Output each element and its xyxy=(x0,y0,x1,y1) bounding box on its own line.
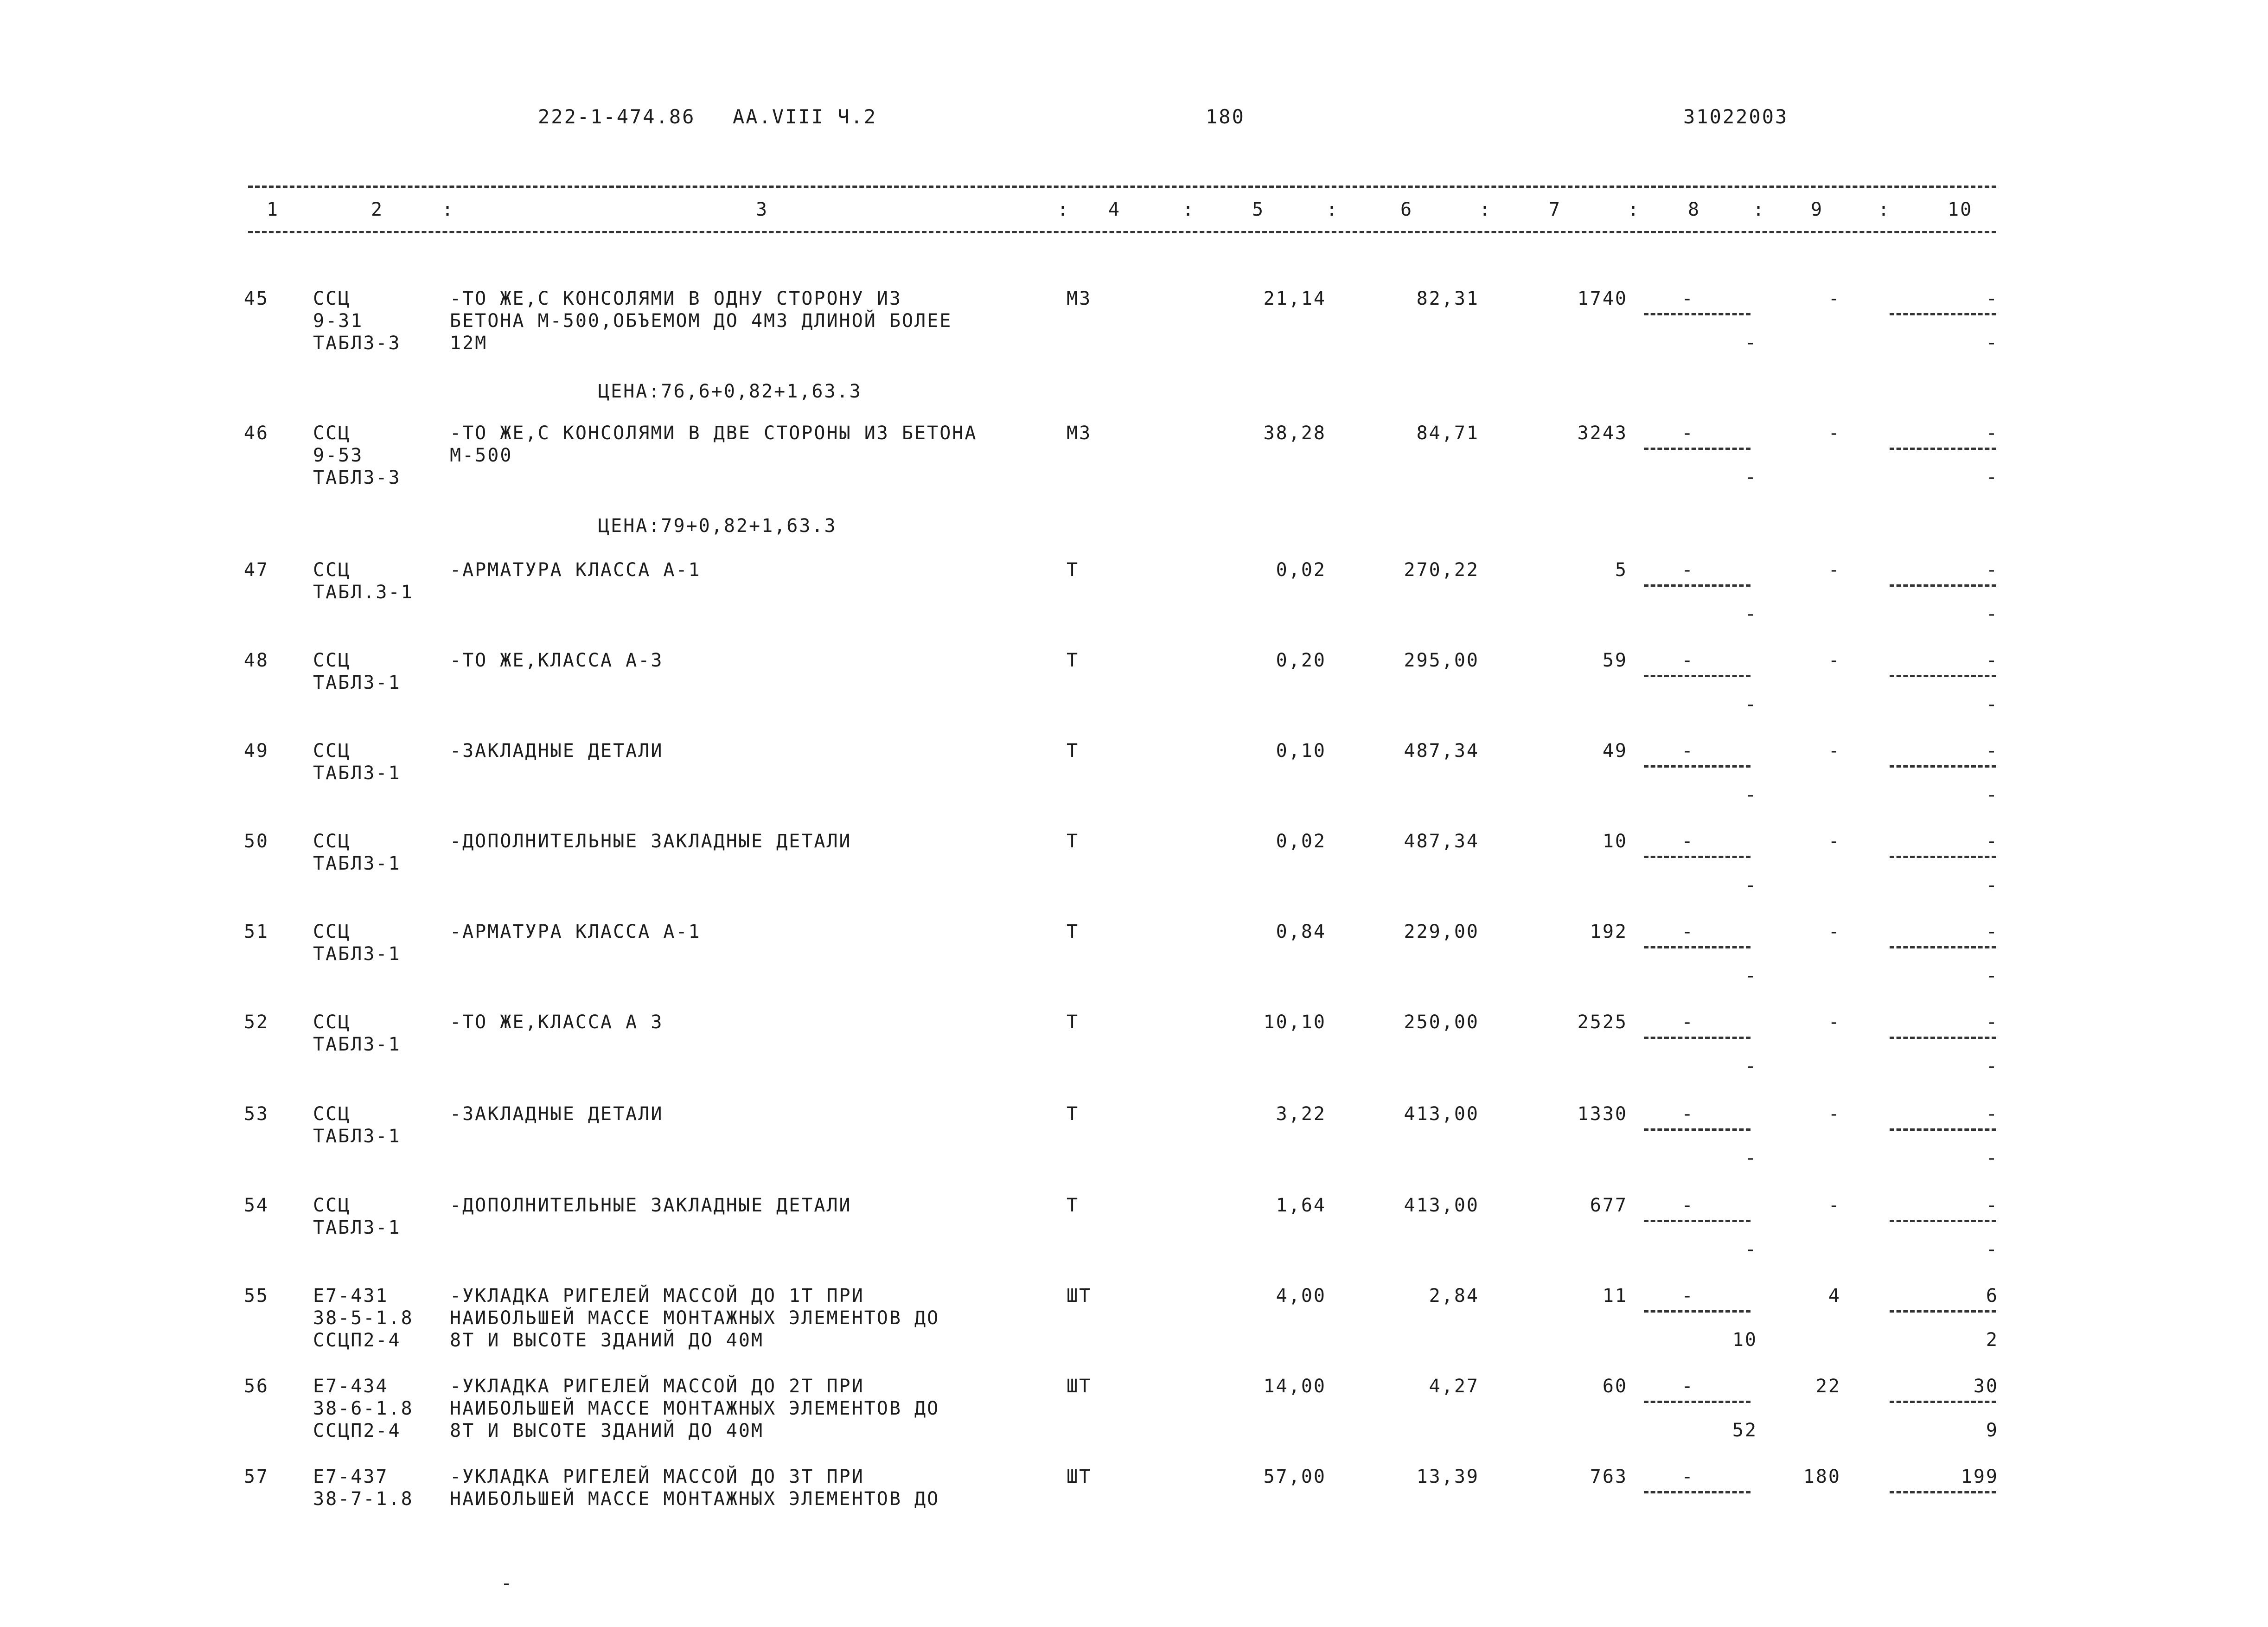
column-header-10: 10 xyxy=(1948,199,1973,220)
row-number: 55 xyxy=(243,1285,269,1307)
row-col10-top: - xyxy=(1986,1195,1999,1216)
row-col8-top: - xyxy=(1681,1012,1694,1033)
row-unit-price: 487,34 xyxy=(1404,740,1479,762)
row-col8-bottom: 10 xyxy=(1732,1329,1757,1351)
row-code-line: ССЦ xyxy=(313,559,351,581)
column-header-9: 9 xyxy=(1811,199,1824,220)
row-unit: Т xyxy=(1067,650,1080,671)
row-quantity: 4,00 xyxy=(1276,1285,1326,1307)
row-description-line: -ТО ЖЕ,КЛАССА А-3 xyxy=(450,650,664,671)
row-code-line: 38-5-1.8 xyxy=(313,1307,414,1329)
row-total-cost: 2525 xyxy=(1577,1012,1628,1033)
row-col10-top: - xyxy=(1986,559,1999,581)
row-col8-bottom: - xyxy=(1744,694,1757,715)
row-col10-bottom: - xyxy=(1986,875,1999,896)
row-unit-price: 250,00 xyxy=(1404,1012,1479,1033)
column-separator: : xyxy=(1326,199,1338,220)
row-unit-price: 13,39 xyxy=(1416,1466,1479,1487)
row-description-line: -ЗАКЛАДНЫЕ ДЕТАЛИ xyxy=(450,740,664,762)
row-price-note: ЦЕНА:76,6+0,82+1,63.3 xyxy=(598,381,862,402)
row-code-line: ССЦ xyxy=(313,1103,351,1125)
row-quantity: 10,10 xyxy=(1263,1012,1326,1033)
column-header-6: 6 xyxy=(1400,199,1413,220)
row-unit: ШТ xyxy=(1067,1376,1092,1397)
column-header-7: 7 xyxy=(1549,199,1562,220)
row-total-cost: 192 xyxy=(1590,921,1628,942)
row-col10-bottom: - xyxy=(1986,965,1999,986)
row-col10-fraction-bar xyxy=(1890,675,1996,677)
row-unit: ШТ xyxy=(1067,1466,1092,1487)
column-separator: : xyxy=(1878,199,1890,220)
row-quantity: 0,84 xyxy=(1276,921,1326,942)
row-code-line: ССЦП2-4 xyxy=(313,1330,401,1351)
row-total-cost: 1330 xyxy=(1577,1103,1628,1125)
row-col8-bottom: - xyxy=(1744,603,1757,625)
row-col10-fraction-bar xyxy=(1890,1491,1996,1493)
row-col8-top: - xyxy=(1681,831,1694,852)
row-col8-bottom: - xyxy=(1744,332,1757,353)
row-unit-price: 413,00 xyxy=(1404,1195,1479,1216)
row-col9: - xyxy=(1828,423,1841,444)
header-top-rule xyxy=(248,186,1996,188)
row-code-line: ТАБЛ3-1 xyxy=(313,672,401,693)
row-quantity: 0,20 xyxy=(1276,650,1326,671)
row-number: 52 xyxy=(243,1012,269,1033)
row-col8-bottom: - xyxy=(1744,875,1757,896)
row-description-line: -АРМАТУРА КЛАССА А-1 xyxy=(450,921,701,942)
row-col8-fraction-bar xyxy=(1644,765,1751,768)
row-col8-top: - xyxy=(1681,650,1694,671)
row-col10-bottom: - xyxy=(1986,784,1999,806)
row-col10-fraction-bar xyxy=(1890,584,1996,587)
row-code-line: 9-53 xyxy=(313,445,364,466)
row-unit: Т xyxy=(1067,1012,1080,1033)
row-col8-fraction-bar xyxy=(1644,448,1751,450)
row-number: 51 xyxy=(243,921,269,942)
column-header-2: 2 xyxy=(371,199,384,220)
row-code-line: ССЦ xyxy=(313,921,351,942)
row-col8-bottom: - xyxy=(1744,467,1757,488)
row-col9: - xyxy=(1828,921,1841,942)
row-col9: - xyxy=(1828,1195,1841,1216)
row-description-line: -ТО ЖЕ,КЛАССА А 3 xyxy=(450,1012,664,1033)
row-col8-top: - xyxy=(1681,740,1694,762)
row-quantity: 14,00 xyxy=(1263,1376,1326,1397)
row-col10-fraction-bar xyxy=(1890,856,1996,858)
row-quantity: 57,00 xyxy=(1263,1466,1326,1487)
row-col10-top: - xyxy=(1986,423,1999,444)
column-header-4: 4 xyxy=(1108,199,1121,220)
row-col8-bottom: - xyxy=(1744,784,1757,806)
row-col8-bottom: - xyxy=(1744,1056,1757,1077)
row-number: 45 xyxy=(243,288,269,309)
row-code-line: ССЦ xyxy=(313,650,351,671)
row-col10-bottom: - xyxy=(1986,1056,1999,1077)
row-quantity: 0,10 xyxy=(1276,740,1326,762)
row-total-cost: 677 xyxy=(1590,1195,1628,1216)
album-label: АА.VIII Ч.2 xyxy=(733,105,877,128)
document-number: 31022003 xyxy=(1683,105,1789,128)
row-quantity: 0,02 xyxy=(1276,559,1326,581)
row-description-line: -ТО ЖЕ,С КОНСОЛЯМИ В ОДНУ СТОРОНУ ИЗ xyxy=(450,288,902,309)
row-code-line: 9-31 xyxy=(313,310,364,332)
row-col8-top: - xyxy=(1681,921,1694,942)
row-col8-fraction-bar xyxy=(1644,946,1751,948)
row-col8-bottom: - xyxy=(1744,1147,1757,1169)
row-code-line: ТАБЛ3-3 xyxy=(313,467,401,488)
row-col10-fraction-bar xyxy=(1890,946,1996,948)
row-col9: - xyxy=(1828,559,1841,581)
row-quantity: 1,64 xyxy=(1276,1195,1326,1216)
row-col8-bottom: - xyxy=(1744,1239,1757,1260)
column-header-5: 5 xyxy=(1252,199,1265,220)
row-col10-top: - xyxy=(1986,921,1999,942)
column-separator: : xyxy=(1479,199,1491,220)
row-quantity: 3,22 xyxy=(1276,1103,1326,1125)
row-description-line: -АРМАТУРА КЛАССА А-1 xyxy=(450,559,701,581)
row-total-cost: 49 xyxy=(1602,740,1628,762)
row-col10-fraction-bar xyxy=(1890,1220,1996,1222)
row-code-line: ТАБЛ3-1 xyxy=(313,762,401,784)
row-col8-bottom: - xyxy=(1744,965,1757,986)
row-col10-top: - xyxy=(1986,288,1999,309)
row-col9: 22 xyxy=(1815,1376,1841,1397)
row-number: 46 xyxy=(243,423,269,444)
row-code-line: ТАБЛ3-1 xyxy=(313,1217,401,1238)
row-code-line: ССЦП2-4 xyxy=(313,1420,401,1441)
row-description-line: НАИБОЛЬШЕЙ МАССЕ МОНТАЖНЫХ ЭЛЕМЕНТОВ ДО xyxy=(450,1488,940,1510)
row-col10-fraction-bar xyxy=(1890,765,1996,768)
row-col8-top: - xyxy=(1681,559,1694,581)
row-col8-bottom: 52 xyxy=(1732,1420,1757,1441)
row-col9: 4 xyxy=(1828,1285,1841,1307)
column-separator: : xyxy=(442,199,454,220)
row-total-cost: 1740 xyxy=(1577,288,1628,309)
row-col10-top: 199 xyxy=(1961,1466,1999,1487)
row-col8-fraction-bar xyxy=(1644,1401,1751,1403)
row-col10-fraction-bar xyxy=(1890,448,1996,450)
row-col8-top: - xyxy=(1681,1103,1694,1125)
row-description-line: -УКЛАДКА РИГЕЛЕЙ МАССОЙ ДО 3Т ПРИ xyxy=(450,1466,864,1487)
column-header-3: 3 xyxy=(756,199,769,220)
row-col10-fraction-bar xyxy=(1890,1037,1996,1039)
row-col10-fraction-bar xyxy=(1890,1401,1996,1403)
row-col10-fraction-bar xyxy=(1890,1310,1996,1313)
column-separator: : xyxy=(1753,199,1764,220)
row-code-line: 38-6-1.8 xyxy=(313,1398,414,1419)
row-description-line: -ТО ЖЕ,С КОНСОЛЯМИ В ДВЕ СТОРОНЫ ИЗ БЕТОНА xyxy=(450,423,977,444)
row-col10-top: 30 xyxy=(1973,1376,1999,1397)
row-code-line: Е7-431 xyxy=(313,1285,389,1307)
row-code-line: ТАБЛ3-1 xyxy=(313,943,401,965)
row-unit-price: 4,27 xyxy=(1429,1376,1479,1397)
row-unit: М3 xyxy=(1067,288,1092,309)
row-total-cost: 10 xyxy=(1602,831,1628,852)
row-col8-fraction-bar xyxy=(1644,1128,1751,1131)
row-unit-price: 82,31 xyxy=(1416,288,1479,309)
row-number: 50 xyxy=(243,831,269,852)
row-total-cost: 11 xyxy=(1602,1285,1628,1307)
row-col10-top: - xyxy=(1986,831,1999,852)
row-code-line: ТАБЛ3-3 xyxy=(313,333,401,354)
row-col10-top: - xyxy=(1986,1012,1999,1033)
row-col10-fraction-bar xyxy=(1890,313,1996,315)
column-separator: : xyxy=(1182,199,1194,220)
row-col8-fraction-bar xyxy=(1644,1037,1751,1039)
column-header-1: 1 xyxy=(267,199,280,220)
column-header-8: 8 xyxy=(1688,199,1701,220)
row-unit-price: 413,00 xyxy=(1404,1103,1479,1125)
row-description-line: 8Т И ВЫСОТЕ ЗДАНИЙ ДО 40М xyxy=(450,1420,764,1441)
row-quantity: 0,02 xyxy=(1276,831,1326,852)
row-number: 53 xyxy=(243,1103,269,1125)
row-unit: Т xyxy=(1067,559,1080,581)
row-unit: Т xyxy=(1067,1195,1080,1216)
row-unit-price: 229,00 xyxy=(1404,921,1479,942)
footer-mark: - xyxy=(501,1573,514,1594)
row-col8-top: - xyxy=(1681,288,1694,309)
row-code-line: ТАБЛ3-1 xyxy=(313,1126,401,1147)
row-col9: 180 xyxy=(1803,1466,1841,1487)
row-col10-fraction-bar xyxy=(1890,1128,1996,1131)
row-col8-fraction-bar xyxy=(1644,1220,1751,1222)
row-col10-bottom: - xyxy=(1986,467,1999,488)
row-code-line: ТАБЛ3-1 xyxy=(313,853,401,874)
row-number: 57 xyxy=(243,1466,269,1487)
row-col9: - xyxy=(1828,740,1841,762)
row-col10-top: - xyxy=(1986,650,1999,671)
row-number: 56 xyxy=(243,1376,269,1397)
document-code: 222-1-474.86 xyxy=(538,105,696,128)
row-unit-price: 487,34 xyxy=(1404,831,1479,852)
row-col9: - xyxy=(1828,1103,1841,1125)
row-quantity: 21,14 xyxy=(1263,288,1326,309)
row-col8-fraction-bar xyxy=(1644,584,1751,587)
row-col10-bottom: - xyxy=(1986,332,1999,353)
row-description-line: -ДОПОЛНИТЕЛЬНЫЕ ЗАКЛАДНЫЕ ДЕТАЛИ xyxy=(450,831,852,852)
row-col8-fraction-bar xyxy=(1644,1310,1751,1313)
row-description-line: -ДОПОЛНИТЕЛЬНЫЕ ЗАКЛАДНЫЕ ДЕТАЛИ xyxy=(450,1195,852,1216)
row-total-cost: 60 xyxy=(1602,1376,1628,1397)
row-col8-top: - xyxy=(1681,1195,1694,1216)
row-col10-top: - xyxy=(1986,1103,1999,1125)
row-number: 49 xyxy=(243,740,269,762)
row-unit-price: 295,00 xyxy=(1404,650,1479,671)
row-col10-bottom: - xyxy=(1986,1239,1999,1260)
row-unit-price: 84,71 xyxy=(1416,423,1479,444)
row-price-note: ЦЕНА:79+0,82+1,63.3 xyxy=(598,515,837,537)
row-col8-top: - xyxy=(1681,1466,1694,1487)
row-unit: Т xyxy=(1067,831,1080,852)
row-unit: Т xyxy=(1067,921,1080,942)
row-code-line: ССЦ xyxy=(313,423,351,444)
row-total-cost: 763 xyxy=(1590,1466,1628,1487)
row-number: 54 xyxy=(243,1195,269,1216)
row-col10-top: - xyxy=(1986,740,1999,762)
row-number: 47 xyxy=(243,559,269,581)
row-unit: Т xyxy=(1067,1103,1080,1125)
row-total-cost: 3243 xyxy=(1577,423,1628,444)
row-description-line: -УКЛАДКА РИГЕЛЕЙ МАССОЙ ДО 2Т ПРИ xyxy=(450,1376,864,1397)
page-number: 180 xyxy=(1206,105,1245,128)
row-unit-price: 2,84 xyxy=(1429,1285,1479,1307)
row-unit-price: 270,22 xyxy=(1404,559,1479,581)
row-description-line: -УКЛАДКА РИГЕЛЕЙ МАССОЙ ДО 1Т ПРИ xyxy=(450,1285,864,1307)
row-col8-fraction-bar xyxy=(1644,856,1751,858)
row-code-line: ССЦ xyxy=(313,1195,351,1216)
row-description-line: 8Т И ВЫСОТЕ ЗДАНИЙ ДО 40М xyxy=(450,1330,764,1351)
row-col8-fraction-bar xyxy=(1644,1491,1751,1493)
row-code-line: ССЦ xyxy=(313,831,351,852)
row-total-cost: 5 xyxy=(1615,559,1628,581)
row-col8-top: - xyxy=(1681,423,1694,444)
row-col9: - xyxy=(1828,288,1841,309)
row-description-line: БЕТОНА М-500,ОБЪЕМОМ ДО 4М3 ДЛИНОЙ БОЛЕЕ xyxy=(450,310,952,332)
row-code-line: Е7-434 xyxy=(313,1376,389,1397)
row-code-line: ССЦ xyxy=(313,740,351,762)
row-code-line: Е7-437 xyxy=(313,1466,389,1487)
row-code-line: ССЦ xyxy=(313,1012,351,1033)
row-description-line: НАИБОЛЬШЕЙ МАССЕ МОНТАЖНЫХ ЭЛЕМЕНТОВ ДО xyxy=(450,1398,940,1419)
row-col8-top: - xyxy=(1681,1376,1694,1397)
row-unit: ШТ xyxy=(1067,1285,1092,1307)
row-description-line: М-500 xyxy=(450,445,513,466)
row-col10-bottom: 9 xyxy=(1986,1420,1999,1441)
row-code-line: ТАБЛ3-1 xyxy=(313,1034,401,1055)
row-col8-top: - xyxy=(1681,1285,1694,1307)
row-col8-fraction-bar xyxy=(1644,675,1751,677)
row-description-line: НАИБОЛЬШЕЙ МАССЕ МОНТАЖНЫХ ЭЛЕМЕНТОВ ДО xyxy=(450,1307,940,1329)
header-bottom-rule xyxy=(248,231,1996,233)
row-col8-fraction-bar xyxy=(1644,313,1751,315)
column-separator: : xyxy=(1628,199,1639,220)
row-col10-bottom: 2 xyxy=(1986,1329,1999,1351)
row-col10-top: 6 xyxy=(1986,1285,1999,1307)
row-description-line: 12М xyxy=(450,333,488,354)
row-col10-bottom: - xyxy=(1986,694,1999,715)
row-quantity: 38,28 xyxy=(1263,423,1326,444)
row-unit: М3 xyxy=(1067,423,1092,444)
row-description-line: -ЗАКЛАДНЫЕ ДЕТАЛИ xyxy=(450,1103,664,1125)
row-code-line: 38-7-1.8 xyxy=(313,1488,414,1510)
row-total-cost: 59 xyxy=(1602,650,1628,671)
row-col10-bottom: - xyxy=(1986,603,1999,625)
row-code-line: ССЦ xyxy=(313,288,351,309)
row-unit: Т xyxy=(1067,740,1080,762)
row-col9: - xyxy=(1828,1012,1841,1033)
row-col9: - xyxy=(1828,831,1841,852)
row-code-line: ТАБЛ.3-1 xyxy=(313,582,414,603)
row-col9: - xyxy=(1828,650,1841,671)
row-col10-bottom: - xyxy=(1986,1147,1999,1169)
row-number: 48 xyxy=(243,650,269,671)
column-separator: : xyxy=(1057,199,1069,220)
